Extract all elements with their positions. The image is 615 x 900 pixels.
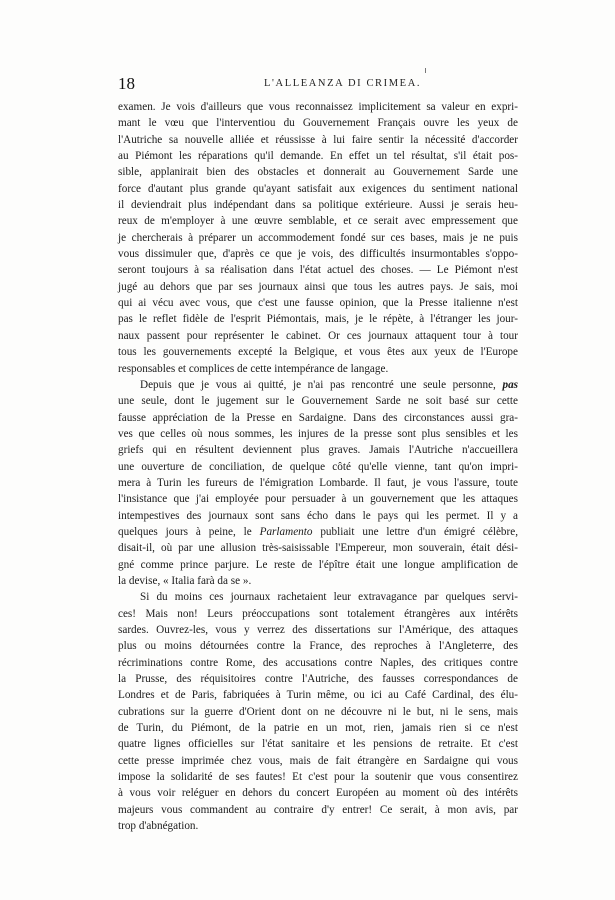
text-line: majeurs vous commandent au contraire d'y entrer! Ce serait, à mon avis, par	[118, 803, 518, 816]
text-line: qui ai vécu avec vous, que c'est une fausse opinion, que la Presse italienne n'est	[118, 297, 518, 310]
text-line: trop d'abnégation.	[118, 820, 199, 833]
text-line: à vous voir reléguer en dehors du concert Européen au moment où des intérêts	[118, 787, 518, 800]
text-line: il deviendrait plus indépendant dans sa politique extérieure. Aussi je serais heu-	[118, 199, 518, 212]
emphasis-parlamento: Parlamento	[259, 525, 313, 538]
text-line: cette presse imprimée chez vous, mais de fait étrangère en Sardaigne qui vous	[118, 754, 518, 767]
text-line: gné comme prince parjure. Le reste de l'épître était une longue amplification de	[118, 558, 518, 571]
body-text	[118, 99, 518, 834]
text-line: la Prusse, des réquisitoires contre l'Autriche, des fausses correspondances de	[118, 673, 518, 686]
text-line: au Piémont les réparations qu'il demande. En effet un tel résultat, s'il était pos-	[118, 150, 518, 163]
print-speck	[425, 68, 426, 73]
paragraph-3	[118, 589, 518, 834]
text-line: l'insistance que j'ai employée pour persuader à un gouvernement que les attaques	[118, 493, 518, 506]
text-line: fausse appréciation de la Presse en Sardaigne. Dans des circonstances aussi gra-	[118, 411, 518, 424]
text-line: tous les gouvernements excepté la Belgique, et vous êtes aux yeux de l'Europe	[118, 346, 518, 359]
text-line: l'Autriche sa nouvelle alliée et réussisse à lui faire sentir la nécessité d'accorder	[118, 133, 518, 146]
paragraph-1	[118, 99, 518, 377]
text-segment: publiait une lettre d'un émigré célèbre,	[312, 525, 518, 538]
text-line: pas le reflet fidèle de l'esprit Piémontais, mais, je le répète, à l'étranger les jour-	[118, 313, 518, 326]
paragraph-2	[118, 377, 518, 589]
text-line: seront toujours à sa réalisation dans l'état actuel des choses. — Le Piémont n'est	[118, 264, 518, 277]
text-segment: Depuis que je vous ai quitté, je n'ai pas rencontré une seule personne,	[140, 378, 496, 391]
text-line: plus ou moins détournées contre la France, des reproches à l'Angleterre, des	[118, 640, 518, 653]
text-line: de Turin, du Piémont, de la patrie en un mot, rien, jamais rien si ce n'est	[118, 722, 518, 735]
text-line: vous dissimuler que, d'après ce que je vois, des difficultés insurmontables s'oppo-	[118, 248, 518, 261]
text-line: naux passent pour représenter le cabinet. Or ces journaux attaquent tour à tour	[118, 329, 518, 342]
text-line: force d'autant plus grande qu'ayant satisfait aux exigences du sentiment national	[118, 182, 518, 195]
text-line: examen. Je vois d'ailleurs que vous reconnaissez implicitement sa valeur en expri-	[118, 101, 518, 113]
text-line	[118, 524, 518, 540]
text-line: intempestives des journaux sont sans écho dans le pays qui les permet. Il y a	[118, 509, 518, 522]
text-line: Si du moins ces journaux rachetaient leur extravagance par quelques servi-	[140, 591, 518, 604]
text-line: Londres et de Paris, fabriquées à Turin même, ou ici au Café Cardinal, des élu-	[118, 689, 518, 702]
text-line: quatre lignes officielles sur l'état sanitaire et les pensions de retraite. Et c'est	[118, 738, 518, 751]
text-line: disait-il, où par une allusion très-saisissable l'Empereur, mon souverain, était dési-	[118, 542, 518, 555]
text-line: mant le vœu que l'interventiou du Gouvernement Français ouvre les yeux de	[118, 117, 518, 130]
text-segment: une seule, dont le jugement sur le Gouvernement Sarde ne soit basé sur cette	[118, 395, 518, 408]
text-line: je chercherais à préparer un accommodement fondé sur ces bases, mais je ne puis	[118, 231, 518, 244]
text-line: sible, applanirait bien des obstacles et donnerait au Gouvernement Sarde une	[118, 166, 518, 179]
text-line: impose la solidarité de ses fautes! Et c'est pour la soutenir que vous consentirez	[118, 771, 518, 784]
text-segment: quelques jours à peine, le	[118, 525, 252, 538]
text-line: récriminations contre Rome, des accusations contre Naples, des critiques contre	[118, 656, 518, 669]
text-line: une ouverture de conciliation, de quelque côté qu'elle vienne, tant qu'on impri-	[118, 460, 518, 473]
emphasis-pas: pas	[502, 378, 519, 391]
page-number: 18	[118, 74, 135, 93]
text-line	[118, 377, 518, 393]
running-title: L'ALLEANZA DI CRIMEA.	[264, 78, 422, 89]
text-line: ves que celles où nous sommes, les injures de la presse sont plus sensibles et les	[118, 427, 518, 440]
text-line: jugé au dehors que par ses journaux ainsi que tous les autres pays. Je sais, moi	[118, 280, 518, 293]
text-line: reux de m'employer à une œuvre semblable, et ce serait avec empressement que	[118, 215, 518, 228]
text-line: la devise, « Italia farà da se ».	[118, 574, 252, 587]
text-line: cubrations sur la guerre d'Orient dont on ne découvre ni le but, ni le sens, mais	[118, 705, 518, 718]
text-line: responsables et complices de cette intempérance de langage.	[118, 362, 389, 375]
text-line	[118, 393, 518, 409]
text-line: griefs qui en résultent deviennent plus graves. Jamais l'Autriche n'accueillera	[118, 444, 518, 457]
page-header	[114, 74, 520, 98]
text-line: ces! Mais non! Leurs préoccupations sont totalement étrangères aux intérêts	[118, 607, 518, 620]
text-line: sardes. Ouvrez-les, vous y verrez des dissertations sur l'Amérique, des attaques	[118, 624, 518, 636]
text-line: mera à Turin les fureurs de l'émigration Lombarde. Il faut, je vous l'assure, toute	[118, 476, 518, 489]
